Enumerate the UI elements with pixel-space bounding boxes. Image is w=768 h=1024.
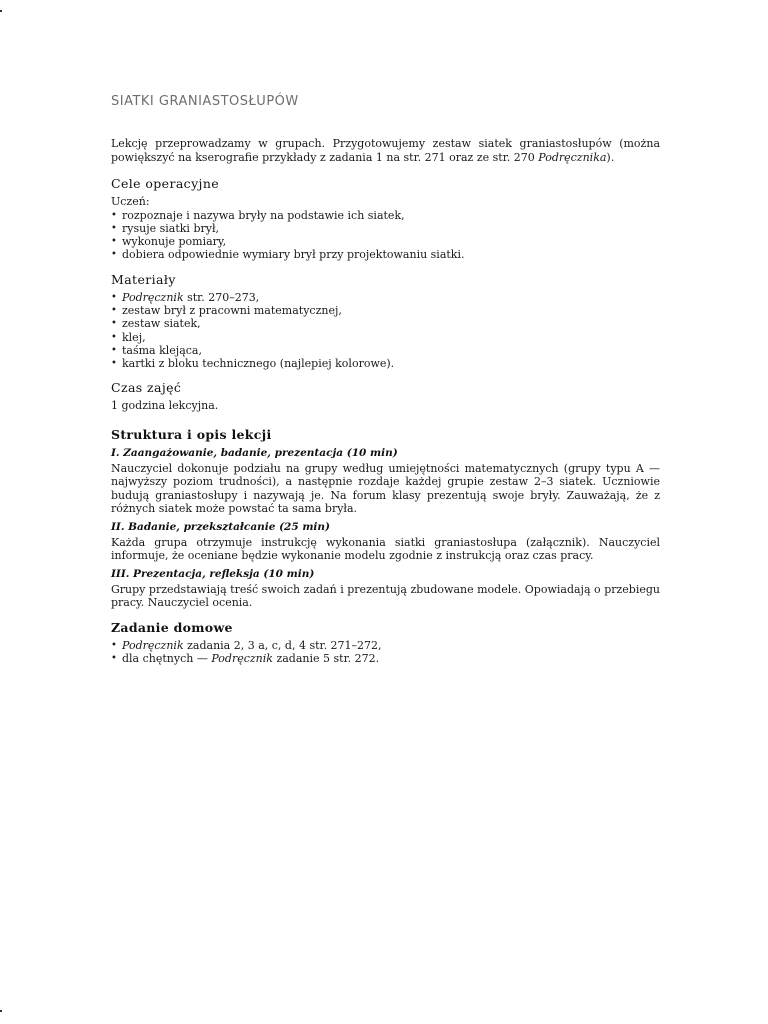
zadanie-list xyxy=(111,639,660,666)
section-heading-3: III. Prezentacja, refleksja (10 min) xyxy=(111,567,315,580)
zadanie-heading: Zadanie domowe xyxy=(111,619,233,635)
section-text-2: Każda grupa otrzymuje instrukcję wykonania siatki graniastosłupa (załącznik). Nauczyciel informuje, że oceniane będzie wykonanie modelu zgodnie z instrukcją oraz czas pracy. xyxy=(111,535,660,563)
list-item xyxy=(111,652,660,665)
cele-heading: Cele operacyjne xyxy=(111,176,220,191)
section-text-1: Nauczyciel dokonuje podziału na grupy według umiejętności matematycznych (grupy typu A — najwyższy poziom trudności), a następnie rozdaje każdej grupie zestaw 2–3 siatek. Uczniowie budują graniastosłupy i nazywają je. Na forum klasy prezentują swoje bryły. Zauważają, że z różnych siatek może powstać ta sama bryła. xyxy=(111,461,660,516)
czas-text: 1 godzina lekcyjna. xyxy=(111,399,219,413)
materialy-heading: Materiały xyxy=(111,271,176,287)
list-item: • klej, xyxy=(111,331,660,344)
section-heading-2: II. Badanie, przekształcanie (25 min) xyxy=(111,520,331,533)
list-item-text: str. 270–273, xyxy=(183,290,260,304)
list-item-text: zadania 2, 3 a, c, d, 4 str. 271–272, xyxy=(183,638,382,652)
list-item-text: dla chętnych — xyxy=(122,652,212,666)
list-item: • rysuje siatki brył, xyxy=(111,222,660,235)
intro-text: Lekcję przeprowadzamy w grupach. Przygotowujemy zestaw siatek graniastosłupów (można powiększyć na kserografie przykłady z zadania 1 na str. 271 oraz ze str. 270 xyxy=(111,137,660,164)
book-title: Podręcznik xyxy=(122,638,184,652)
corner-mark-bottom xyxy=(0,1010,2,1012)
list-item: • rozpoznaje i nazywa bryły na podstawie ich siatek, xyxy=(111,209,660,222)
list-item: • zestaw siatek, xyxy=(111,317,660,330)
document-page xyxy=(111,94,660,666)
list-item: • wykonuje pomiary, xyxy=(111,235,660,248)
struktura-heading: Struktura i opis lekcji xyxy=(111,426,272,442)
book-title: Podręcznik xyxy=(122,290,184,304)
cele-lead: Uczeń: xyxy=(111,195,150,208)
list-item: • zestaw brył z pracowni matematycznej, xyxy=(111,304,660,317)
list-item: • dobiera odpowiednie wymiary brył przy projektowaniu siatki. xyxy=(111,248,660,261)
list-item: • kartki z bloku technicznego (najlepiej kolorowe). xyxy=(111,357,660,370)
section-heading-1: I. Zaangażowanie, badanie, prezentacja (10 min) xyxy=(111,446,398,459)
section-text-3: Grupy przedstawiają treść swoich zadań i prezentują zbudowane modele. Opowiadają o przebiegu pracy. Nauczyciel ocenia. xyxy=(111,582,660,610)
page-title: SIATKI GRANIASTOSŁUPÓW xyxy=(111,94,299,109)
list-item xyxy=(111,291,660,304)
intro-italic: Podręcznika xyxy=(538,150,607,164)
intro-text-end: ). xyxy=(606,150,615,164)
intro-paragraph xyxy=(111,137,660,164)
materialy-list xyxy=(111,291,660,371)
book-title: Podręcznik xyxy=(211,652,273,666)
list-item: • taśma klejąca, xyxy=(111,344,660,357)
list-item-text: zadanie 5 str. 272. xyxy=(272,652,380,666)
list-item xyxy=(111,639,660,652)
cele-list xyxy=(111,209,660,262)
czas-heading: Czas zajęć xyxy=(111,380,182,396)
corner-mark-top xyxy=(0,10,2,12)
